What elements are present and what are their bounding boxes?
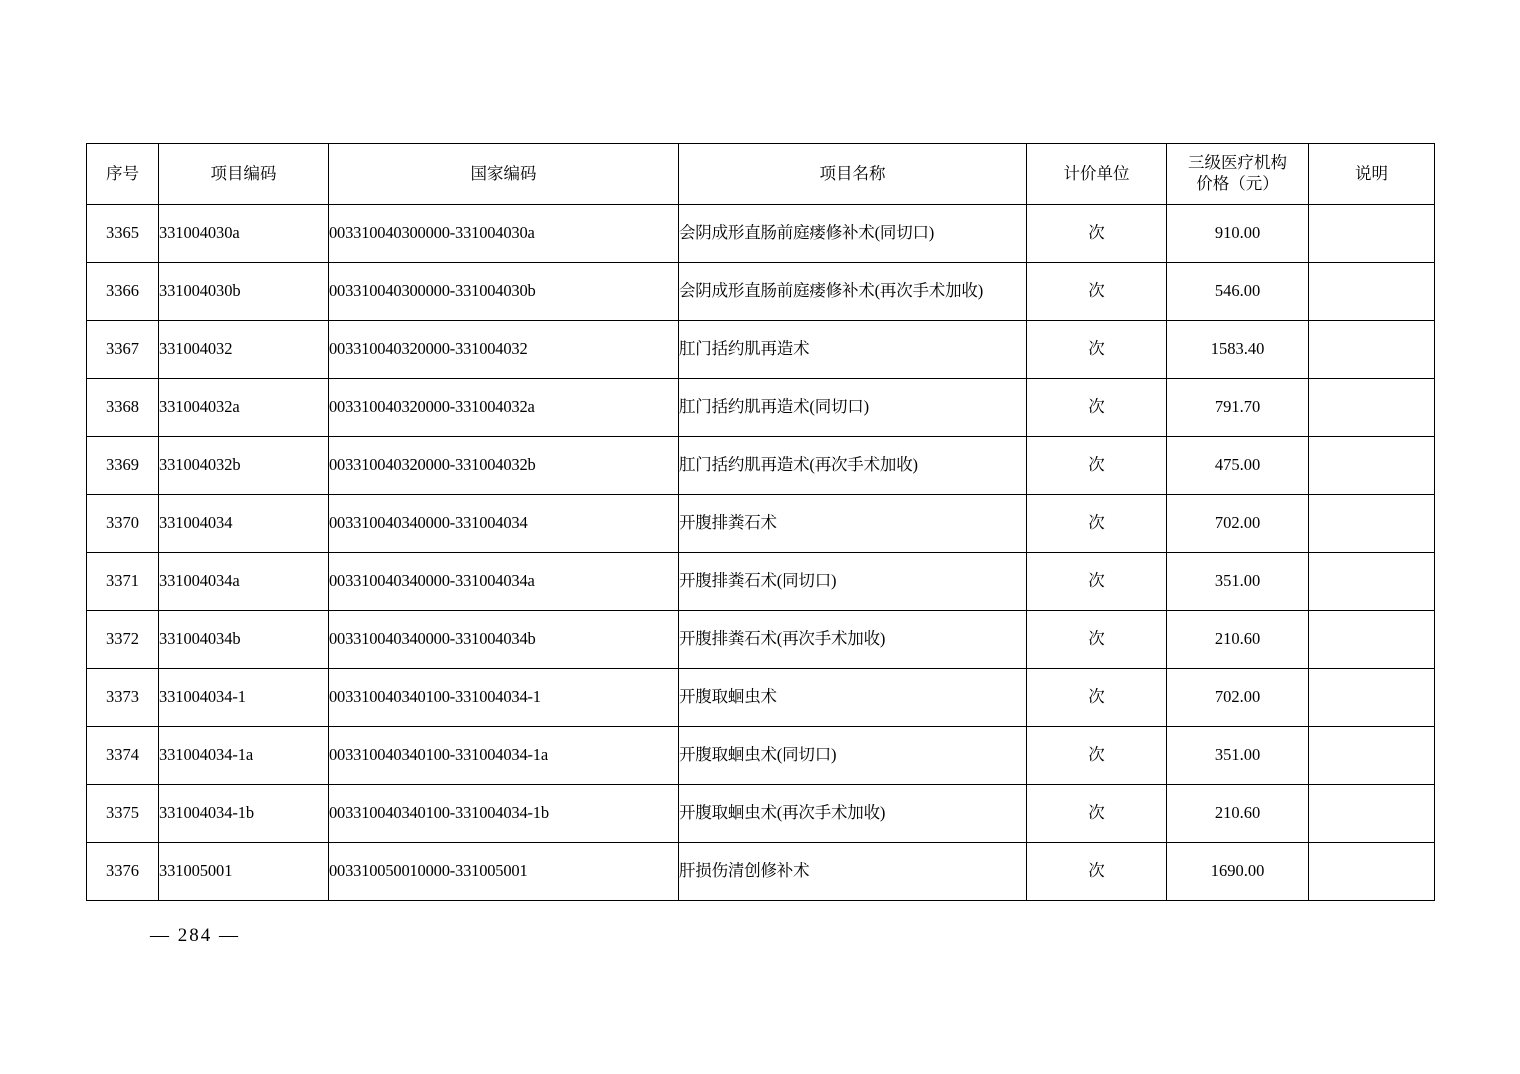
cell-national-code: 003310040320000-331004032b (329, 437, 679, 495)
column-header-note: 说明 (1309, 144, 1435, 205)
table-header (87, 144, 1435, 205)
cell-unit: 次 (1027, 263, 1167, 321)
cell-seq: 3366 (87, 263, 159, 321)
cell-seq: 3368 (87, 379, 159, 437)
column-header-seq: 序号 (87, 144, 159, 205)
cell-seq: 3372 (87, 611, 159, 669)
cell-unit: 次 (1027, 379, 1167, 437)
table-row (87, 785, 1435, 843)
cell-item-code: 331004032a (159, 379, 329, 437)
cell-unit: 次 (1027, 553, 1167, 611)
cell-unit: 次 (1027, 669, 1167, 727)
table-row (87, 843, 1435, 901)
cell-national-code: 003310040300000-331004030b (329, 263, 679, 321)
cell-unit: 次 (1027, 321, 1167, 379)
cell-item-code: 331004034a (159, 553, 329, 611)
cell-item-code: 331004030b (159, 263, 329, 321)
table-row (87, 263, 1435, 321)
cell-seq: 3374 (87, 727, 159, 785)
cell-item-name: 会阴成形直肠前庭瘘修补术(同切口) (679, 205, 1027, 263)
cell-price: 702.00 (1167, 495, 1309, 553)
cell-unit: 次 (1027, 611, 1167, 669)
medical-price-table (86, 143, 1435, 901)
cell-note (1309, 611, 1435, 669)
cell-item-name: 开腹取蛔虫术(同切口) (679, 727, 1027, 785)
cell-item-name: 肛门括约肌再造术(再次手术加收) (679, 437, 1027, 495)
table-row (87, 379, 1435, 437)
cell-unit: 次 (1027, 495, 1167, 553)
cell-price: 210.60 (1167, 785, 1309, 843)
cell-note (1309, 669, 1435, 727)
cell-national-code: 003310040340100-331004034-1b (329, 785, 679, 843)
cell-unit: 次 (1027, 843, 1167, 901)
cell-note (1309, 263, 1435, 321)
cell-note (1309, 785, 1435, 843)
column-header-price-line1: 三级医疗机构 (1188, 153, 1287, 173)
cell-price: 351.00 (1167, 553, 1309, 611)
cell-item-code: 331004034-1 (159, 669, 329, 727)
cell-price: 1583.40 (1167, 321, 1309, 379)
cell-national-code: 003310040320000-331004032 (329, 321, 679, 379)
cell-unit: 次 (1027, 437, 1167, 495)
cell-national-code: 003310040320000-331004032a (329, 379, 679, 437)
cell-price: 546.00 (1167, 263, 1309, 321)
cell-seq: 3365 (87, 205, 159, 263)
cell-national-code: 003310050010000-331005001 (329, 843, 679, 901)
table-row (87, 553, 1435, 611)
cell-item-code: 331004034-1b (159, 785, 329, 843)
cell-note (1309, 379, 1435, 437)
cell-item-name: 开腹取蛔虫术(再次手术加收) (679, 785, 1027, 843)
table-row (87, 495, 1435, 553)
table-row (87, 727, 1435, 785)
cell-price: 210.60 (1167, 611, 1309, 669)
cell-note (1309, 205, 1435, 263)
cell-national-code: 003310040300000-331004030a (329, 205, 679, 263)
cell-item-code: 331004034b (159, 611, 329, 669)
cell-note (1309, 843, 1435, 901)
table-row (87, 205, 1435, 263)
column-header-item-code: 项目编码 (159, 144, 329, 205)
page-number: — 284 — (150, 925, 240, 946)
column-header-national-code: 国家编码 (329, 144, 679, 205)
column-header-price (1167, 144, 1309, 205)
column-header-price-line2: 价格（元） (1196, 174, 1279, 193)
cell-note (1309, 727, 1435, 785)
cell-item-name: 开腹排粪石术 (679, 495, 1027, 553)
cell-item-name: 肝损伤清创修补术 (679, 843, 1027, 901)
cell-note (1309, 495, 1435, 553)
cell-price: 702.00 (1167, 669, 1309, 727)
cell-national-code: 003310040340000-331004034a (329, 553, 679, 611)
cell-seq: 3375 (87, 785, 159, 843)
cell-item-name: 会阴成形直肠前庭瘘修补术(再次手术加收) (679, 263, 1027, 321)
cell-price: 1690.00 (1167, 843, 1309, 901)
cell-seq: 3370 (87, 495, 159, 553)
table-header-row (87, 144, 1435, 205)
cell-price: 475.00 (1167, 437, 1309, 495)
cell-note (1309, 437, 1435, 495)
cell-price: 351.00 (1167, 727, 1309, 785)
table-row (87, 611, 1435, 669)
cell-item-code: 331004032 (159, 321, 329, 379)
cell-item-code: 331005001 (159, 843, 329, 901)
cell-item-code: 331004034-1a (159, 727, 329, 785)
column-header-item-name: 项目名称 (679, 144, 1027, 205)
cell-price: 910.00 (1167, 205, 1309, 263)
cell-item-name: 肛门括约肌再造术 (679, 321, 1027, 379)
cell-national-code: 003310040340000-331004034b (329, 611, 679, 669)
cell-item-code: 331004030a (159, 205, 329, 263)
cell-unit: 次 (1027, 785, 1167, 843)
cell-seq: 3373 (87, 669, 159, 727)
table-row (87, 321, 1435, 379)
cell-item-name: 开腹取蛔虫术 (679, 669, 1027, 727)
cell-item-code: 331004034 (159, 495, 329, 553)
cell-seq: 3369 (87, 437, 159, 495)
column-header-unit: 计价单位 (1027, 144, 1167, 205)
price-table-container (86, 143, 1434, 901)
table-row (87, 669, 1435, 727)
cell-seq: 3367 (87, 321, 159, 379)
cell-item-name: 肛门括约肌再造术(同切口) (679, 379, 1027, 437)
cell-seq: 3371 (87, 553, 159, 611)
cell-price: 791.70 (1167, 379, 1309, 437)
table-body (87, 205, 1435, 901)
cell-item-name: 开腹排粪石术(再次手术加收) (679, 611, 1027, 669)
cell-national-code: 003310040340100-331004034-1 (329, 669, 679, 727)
cell-note (1309, 321, 1435, 379)
cell-national-code: 003310040340000-331004034 (329, 495, 679, 553)
cell-item-name: 开腹排粪石术(同切口) (679, 553, 1027, 611)
cell-unit: 次 (1027, 205, 1167, 263)
table-row (87, 437, 1435, 495)
cell-national-code: 003310040340100-331004034-1a (329, 727, 679, 785)
cell-note (1309, 553, 1435, 611)
cell-unit: 次 (1027, 727, 1167, 785)
cell-seq: 3376 (87, 843, 159, 901)
cell-item-code: 331004032b (159, 437, 329, 495)
